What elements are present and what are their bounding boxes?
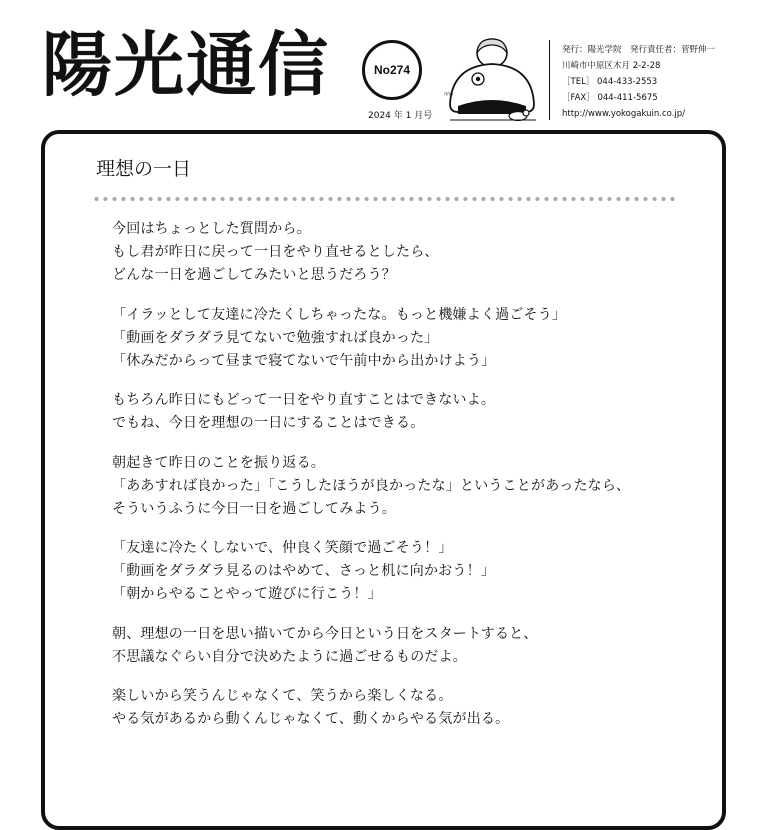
issue-number: No274 — [373, 63, 411, 77]
publisher-fax: ［FAX］ 044-411-5675 — [562, 93, 658, 103]
text-line: 不思議なぐらい自分で決めたように過ごせるものだよ。 — [112, 648, 467, 665]
article-title: 理想の一日 — [96, 158, 192, 180]
text-line: やる気があるから動くんじゃなくて、動くからやる気が出る。 — [112, 711, 510, 727]
text-line: もし君が昨日に戻って一日をやり直せるとしたら、 — [112, 244, 439, 260]
paragraph — [112, 304, 702, 373]
publisher-info — [562, 42, 715, 122]
text-line: 「友達に冷たくしないで、仲良く笑顔で過ごそう！」 — [112, 540, 453, 556]
text-line: 「動画をダラダラ見るのはやめて、さっと机に向かおう！」 — [112, 563, 495, 579]
dotted-divider — [92, 196, 678, 202]
publisher-website[interactable]: http://www.yokogakuin.co.jp/ — [562, 109, 686, 119]
text-line: 朝、理想の一日を思い描いてから今日という日をスタートすると、 — [112, 625, 538, 642]
text-line: 今回はちょっとした質問から。 — [112, 221, 311, 237]
text-line: 「動画をダラダラ見てないで勉強すれば良かった」 — [112, 329, 439, 346]
teacher-mascot-icon — [442, 36, 542, 122]
text-line: もちろん昨日にもどって一日をやり直すことはできないよ。 — [112, 392, 496, 408]
article-body — [112, 218, 702, 748]
paragraph — [112, 389, 702, 435]
text-line: 「休みだからって昼まで寝てないで午前中から出かけよう」 — [112, 352, 496, 369]
publisher-address: 川崎市中原区木月 2-2-28 — [562, 61, 661, 71]
paragraph — [112, 452, 702, 521]
text-line: でもね、今日を理想の一日にすることはできる。 — [112, 415, 425, 431]
paragraph — [112, 685, 702, 731]
info-divider — [549, 40, 550, 120]
text-line: 「朝からやることやって遊びに行こう！」 — [112, 586, 382, 602]
text-line: そういうふうに今日一日を過ごしてみよう。 — [112, 500, 396, 517]
paragraph — [112, 218, 702, 287]
issue-date: 2024 年 1 月号 — [368, 111, 433, 121]
issue-number-badge — [362, 40, 422, 100]
text-line: どんな一日を過ごしてみたいと思うだろう？ — [112, 267, 396, 283]
paragraph — [112, 623, 702, 669]
text-line: 楽しいから笑うんじゃなくて、笑うから楽しくなる。 — [112, 688, 453, 704]
masthead-title: 陽光通信 — [42, 24, 330, 106]
svg-text:ﾊﾊﾊ: ﾊﾊﾊ — [444, 91, 454, 98]
text-line: 朝起きて昨日のことを振り返る。 — [112, 454, 325, 471]
text-line: 「イラッとして友達に冷たくしちゃったな。もっと機嫌よく過ごそう」 — [112, 306, 567, 323]
publisher-line: 発行：陽光学院 発行責任者：菅野伸一 — [562, 45, 716, 55]
publisher-tel: ［TEL］ 044-433-2553 — [562, 77, 658, 87]
paragraph — [112, 537, 702, 606]
text-line: 「ああすれば良かった」「こうしたほうが良かったな」ということがあったなら、 — [112, 477, 631, 494]
